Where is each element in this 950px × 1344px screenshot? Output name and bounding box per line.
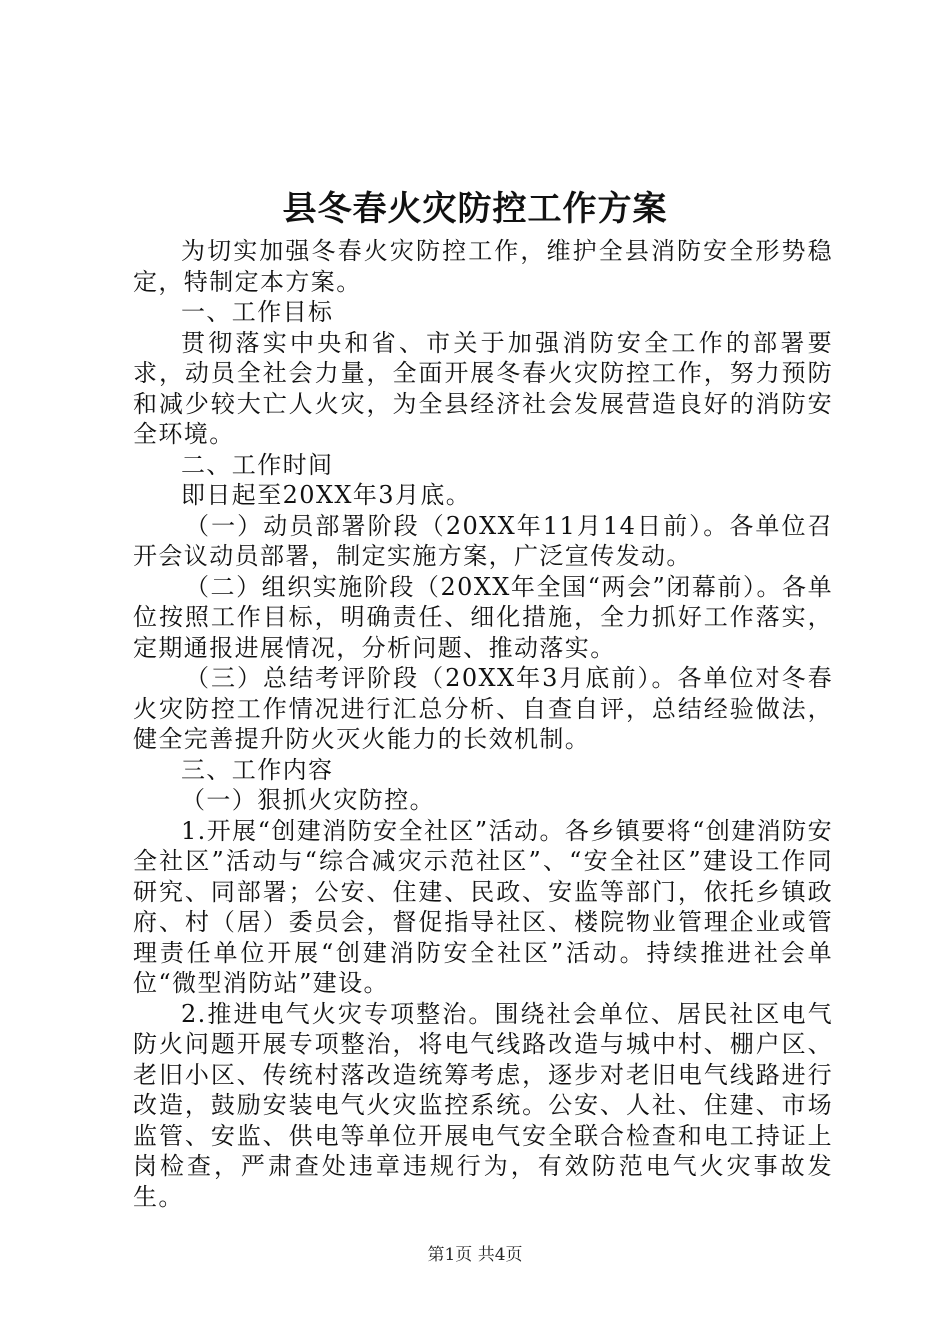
document-body (133, 236, 833, 1212)
phase-implementation-paragraph: （二）组织实施阶段（20XX年全国“两会”闭幕前）。各单位按照工作目标，明确责任、细化措施，全力抓好工作落实，定期通报进展情况，分析问题、推动落实。 (133, 572, 833, 662)
goals-paragraph: 贯彻落实中央和省、市关于加强消防安全工作的部署要求，动员全社会力量，全面开展冬春火灾防控工作，努力预防和减少较大亡人火灾，为全县经济社会发展营造良好的消防安全环境。 (133, 328, 833, 448)
section-heading-goals: 一、工作目标 (181, 298, 334, 326)
document-title: 县冬春火灾防控工作方案 (282, 189, 668, 229)
page-number-footer: 第1页 共4页 (427, 1245, 523, 1265)
phase-evaluation-paragraph: （三）总结考评阶段（20XX年3月底前）。各单位对冬春火灾防控工作情况进行汇总分析、自查自评，总结经验做法，健全完善提升防火灭火能力的长效机制。 (133, 664, 833, 753)
section-heading-content: 三、工作内容 (181, 755, 334, 784)
item-electrical-fire-paragraph: 2.推进电气火灾专项整治。围绕社会单位、居民社区电气防火问题开展专项整治，将电气线路改造与城中村、棚户区、老旧小区、传统村落改造统筹考虑，逐步对老旧电气线路进行改造，鼓励安装电气火灾监控系统。公安、人社、住建、市场监管、安监、供电等单位开展电气安全联合检查和电工持证上岗检查，严肃查处违章违规行为，有效防范电气火灾事故发生。 (133, 999, 833, 1211)
section-heading-time: 二、工作时间 (181, 450, 334, 479)
item-safe-community-paragraph: 1.开展“创建消防安全社区”活动。各乡镇要将“创建消防安全社区”活动与“综合减灾示范社区”、“安全社区”建设工作同研究、同部署；公安、住建、民政、安监等部门，依托乡镇政府、村（居）委员会，督促指导社区、楼院物业管理企业或管理责任单位开展“创建消防安全社区”活动。持续推进社会单位“微型消防站”建设。 (133, 816, 833, 997)
time-paragraph: 即日起至20XX年3月底。 (181, 481, 472, 509)
intro-paragraph: 为切实加强冬春火灾防控工作，维护全县消防安全形势稳定，特制定本方案。 (133, 237, 833, 296)
phase-mobilization-paragraph: （一）动员部署阶段（20XX年11月14日前）。各单位召开会议动员部署，制定实施方案，广泛宣传发动。 (133, 511, 833, 570)
subsection-heading-fire-control: （一）狠抓火灾防控。 (181, 786, 435, 814)
